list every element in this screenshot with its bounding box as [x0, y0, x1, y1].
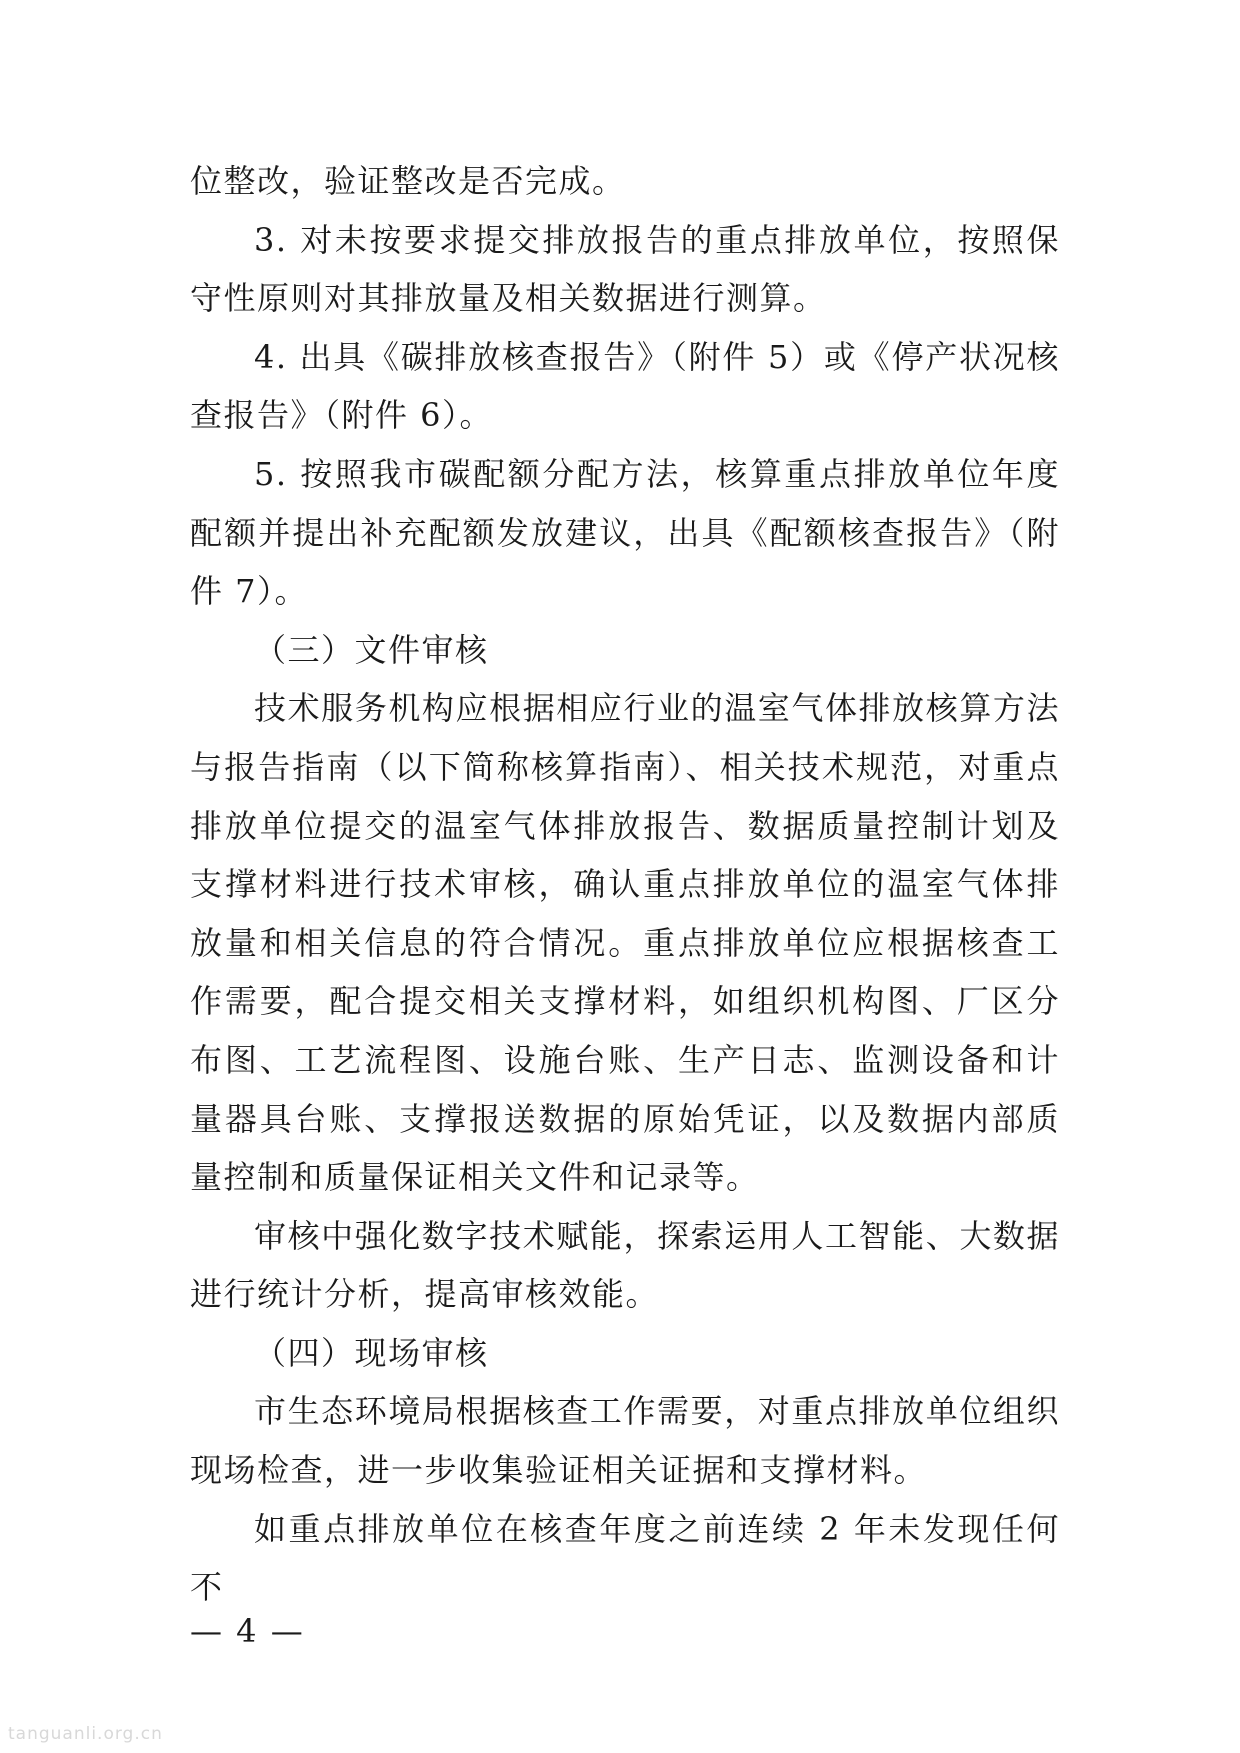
page-number: — 4 —: [190, 1612, 305, 1650]
section-heading-document-review: （三）文件审核: [254, 630, 489, 669]
paragraph-exemption: 如重点排放单位在核查年度之前连续 2 年未发现任何不: [190, 1509, 1060, 1607]
paragraph-continuation: 位整改，验证整改是否完成。: [190, 162, 626, 200]
paragraph-digital-review: 审核中强化数字技术赋能，探索运用人工智能、大数据进行统计分析，提高审核效能。: [190, 1216, 1060, 1314]
paragraph-item-5: 5. 按照我市碳配额分配方法，核算重点排放单位年度配额并提出补充配额发放建议，出具《配额核查报告》（附件 7）。: [190, 454, 1060, 611]
document-body: [190, 152, 1060, 1617]
paragraph-item-4: 4. 出具《碳排放核查报告》（附件 5）或《停产状况核查报告》（附件 6）。: [190, 337, 1060, 435]
watermark: tanguanli.org.cn: [8, 1724, 163, 1744]
paragraph-item-3: 3. 对未按要求提交排放报告的重点排放单位，按照保守性原则对其排放量及相关数据进行测算。: [190, 220, 1060, 318]
section-heading-onsite-review: （四）现场审核: [254, 1333, 489, 1372]
paragraph-document-review: 技术服务机构应根据相应行业的温室气体排放核算方法与报告指南（以下简称核算指南）、相关技术规范，对重点排放单位提交的温室气体排放报告、数据质量控制计划及支撑材料进行技术审核，确认重点排放单位的温室气体排放量和相关信息的符合情况。重点排放单位应根据核查工作需要，配合提交相关支撑材料，如组织机构图、厂区分布图、工艺流程图、设施台账、生产日志、监测设备和计量器具台账、支撑报送数据的原始凭证，以及数据内部质量控制和质量保证相关文件和记录等。: [190, 689, 1060, 1197]
paragraph-onsite-review: 市生态环境局根据核查工作需要，对重点排放单位组织现场检查，进一步收集验证相关证据和支撑材料。: [190, 1392, 1060, 1490]
